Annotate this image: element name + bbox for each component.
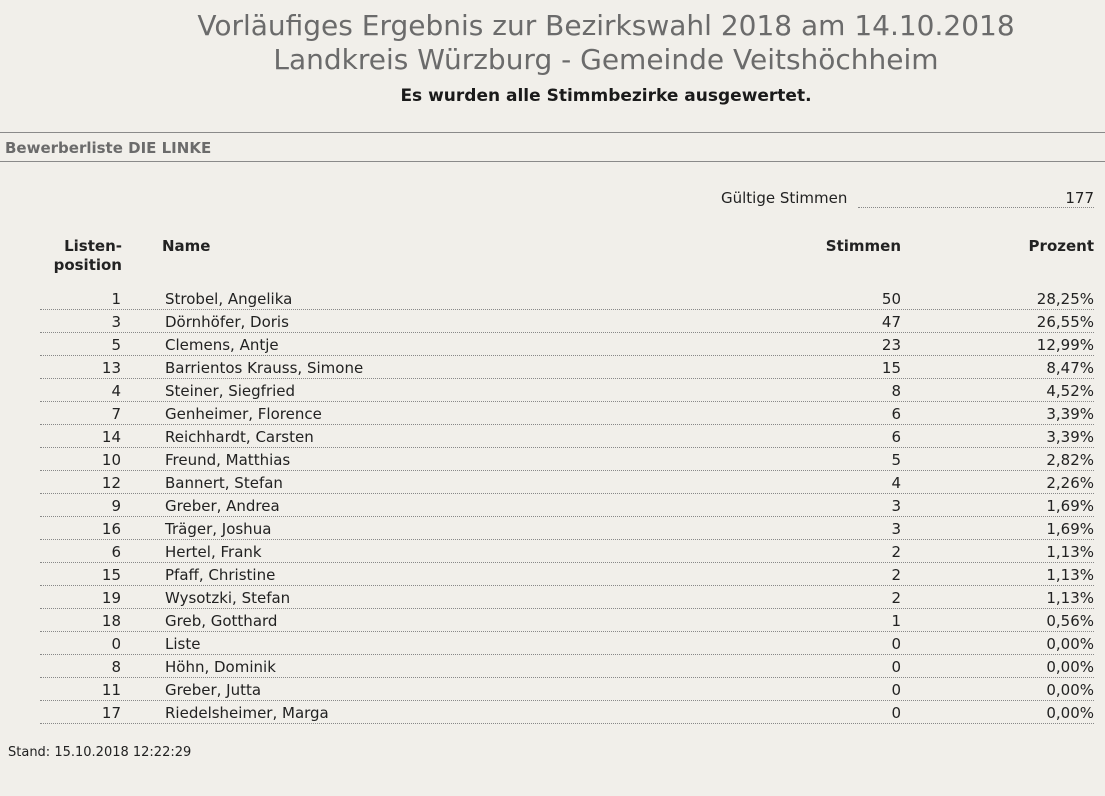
row-votes: 47 (881, 313, 901, 331)
row-name: Clemens, Antje (165, 336, 279, 354)
row-percent: 2,82% (1046, 451, 1094, 469)
row-name: Reichhardt, Carsten (165, 428, 314, 446)
row-name: Steiner, Siegfried (165, 382, 296, 400)
row-votes: 6 (891, 428, 901, 446)
row-name: Barrientos Krauss, Simone (165, 359, 364, 377)
row-position: 19 (101, 589, 121, 607)
table-row (40, 632, 1094, 655)
table-row (40, 310, 1094, 333)
row-position: 14 (101, 428, 121, 446)
row-name: Bannert, Stefan (165, 474, 283, 492)
row-percent: 3,39% (1046, 405, 1094, 423)
table-row (40, 402, 1094, 425)
row-name: Träger, Joshua (165, 520, 272, 538)
column-header-percent: Prozent (1028, 237, 1094, 255)
row-votes: 15 (881, 359, 901, 377)
section-title: Bewerberliste DIE LINKE (5, 139, 212, 157)
table-row (40, 494, 1094, 517)
row-percent: 0,00% (1046, 681, 1094, 699)
column-header-position-line1: Listen- (64, 237, 122, 255)
table-row (40, 655, 1094, 678)
row-name: Wysotzki, Stefan (165, 589, 291, 607)
row-position: 17 (101, 704, 121, 722)
row-percent: 0,00% (1046, 658, 1094, 676)
row-position: 1 (111, 290, 121, 308)
row-percent: 0,00% (1046, 635, 1094, 653)
row-percent: 0,56% (1046, 612, 1094, 630)
row-votes: 8 (891, 382, 901, 400)
row-percent: 1,69% (1046, 520, 1094, 538)
row-position: 7 (111, 405, 121, 423)
table-row (40, 448, 1094, 471)
row-votes: 0 (891, 658, 901, 676)
table-row (40, 586, 1094, 609)
table-row (40, 425, 1094, 448)
table-row (40, 517, 1094, 540)
row-position: 12 (101, 474, 121, 492)
row-votes: 2 (891, 566, 901, 584)
table-row (40, 287, 1094, 310)
timestamp: Stand: 15.10.2018 12:22:29 (8, 745, 192, 760)
row-votes: 0 (891, 635, 901, 653)
row-position: 4 (111, 382, 121, 400)
table-row (40, 379, 1094, 402)
row-position: 0 (111, 635, 121, 653)
row-position: 5 (111, 336, 121, 354)
valid-votes-divider (858, 207, 1094, 208)
column-header-position (40, 237, 122, 275)
row-percent: 2,26% (1046, 474, 1094, 492)
table-row (40, 563, 1094, 586)
row-votes: 50 (881, 290, 901, 308)
row-votes: 0 (891, 681, 901, 699)
row-percent: 4,52% (1046, 382, 1094, 400)
candidate-table (40, 287, 1094, 724)
row-votes: 2 (891, 543, 901, 561)
row-name: Hertel, Frank (165, 543, 262, 561)
valid-votes-label: Gültige Stimmen (721, 189, 848, 207)
row-name: Genheimer, Florence (165, 405, 322, 423)
row-percent: 28,25% (1036, 290, 1094, 308)
row-votes: 5 (891, 451, 901, 469)
column-header-position-line2: position (53, 256, 122, 274)
row-votes: 1 (891, 612, 901, 630)
row-name: Liste (165, 635, 201, 653)
page-title: Vorläufiges Ergebnis zur Bezirkswahl 2018 am 14.10.2018 (197, 9, 1015, 42)
table-row (40, 609, 1094, 632)
row-position: 8 (111, 658, 121, 676)
row-votes: 23 (881, 336, 901, 354)
table-row (40, 356, 1094, 379)
row-name: Greber, Jutta (165, 681, 262, 699)
row-votes: 0 (891, 704, 901, 722)
row-name: Riedelsheimer, Marga (165, 704, 329, 722)
row-name: Höhn, Dominik (165, 658, 276, 676)
evaluation-status: Es wurden alle Stimmbezirke ausgewertet. (400, 86, 812, 106)
row-name: Strobel, Angelika (165, 290, 293, 308)
row-percent: 26,55% (1036, 313, 1094, 331)
row-position: 10 (101, 451, 121, 469)
row-name: Greb, Gotthard (165, 612, 278, 630)
table-row (40, 471, 1094, 494)
row-position: 18 (101, 612, 121, 630)
row-position: 16 (101, 520, 121, 538)
row-name: Dörnhöfer, Doris (165, 313, 289, 331)
row-percent: 1,13% (1046, 566, 1094, 584)
table-row (40, 540, 1094, 563)
section-header (0, 132, 1105, 162)
row-name: Greber, Andrea (165, 497, 280, 515)
row-votes: 4 (891, 474, 901, 492)
column-header-name: Name (162, 237, 211, 255)
row-percent: 12,99% (1036, 336, 1094, 354)
row-name: Pfaff, Christine (165, 566, 276, 584)
row-votes: 3 (891, 497, 901, 515)
row-percent: 3,39% (1046, 428, 1094, 446)
row-name: Freund, Matthias (165, 451, 291, 469)
table-row (40, 701, 1094, 724)
row-percent: 8,47% (1046, 359, 1094, 377)
table-row (40, 333, 1094, 356)
table-row (40, 678, 1094, 701)
row-position: 13 (101, 359, 121, 377)
column-header-votes: Stimmen (825, 237, 901, 255)
row-position: 9 (111, 497, 121, 515)
page-subtitle: Landkreis Würzburg - Gemeinde Veitshöchheim (273, 43, 939, 76)
row-votes: 6 (891, 405, 901, 423)
row-position: 3 (111, 313, 121, 331)
row-percent: 1,69% (1046, 497, 1094, 515)
row-position: 15 (101, 566, 121, 584)
row-position: 6 (111, 543, 121, 561)
row-position: 11 (101, 681, 121, 699)
row-votes: 2 (891, 589, 901, 607)
row-votes: 3 (891, 520, 901, 538)
row-percent: 1,13% (1046, 543, 1094, 561)
valid-votes-value: 177 (1065, 189, 1094, 207)
row-percent: 1,13% (1046, 589, 1094, 607)
row-percent: 0,00% (1046, 704, 1094, 722)
